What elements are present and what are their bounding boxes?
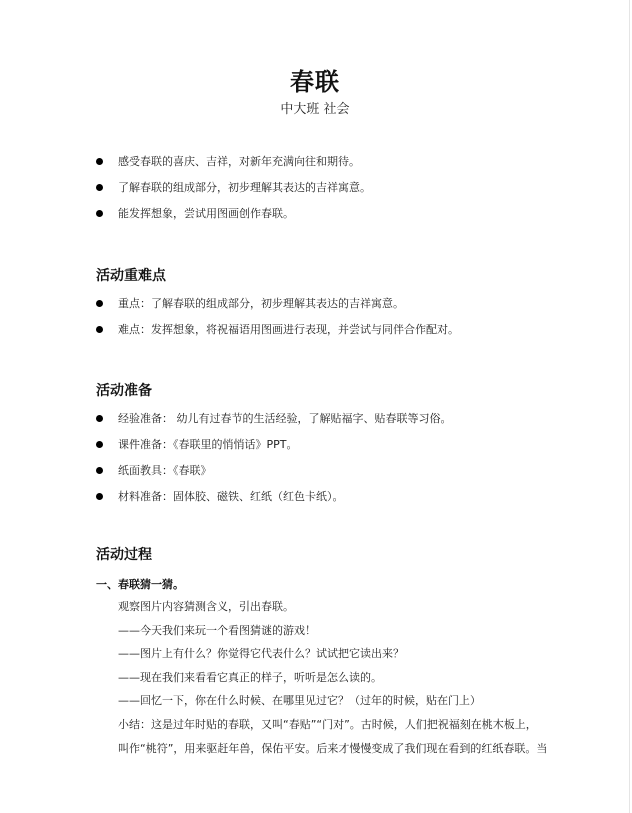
bullet-icon — [96, 326, 103, 333]
paragraph-line: ——今天我们来玩一个看图猜谜的游戏！ — [118, 623, 316, 637]
bullet-icon — [96, 210, 103, 217]
list-item: 经验准备： 幼儿有过春节的生活经验，了解贴福字、贴春联等习俗。 — [96, 411, 452, 437]
list-item: 难点：发挥想象，将祝福语用图画进行表现，并尝试与同伴合作配对。 — [96, 322, 459, 348]
list-item: 能发挥想象，尝试用图画创作春联。 — [96, 206, 371, 232]
bullet-icon — [96, 441, 103, 448]
section-heading-process: 活动过程 — [96, 547, 152, 563]
document-title: 春联 — [290, 68, 340, 96]
paragraph-line: ——图片上有什么？你觉得它代表什么？试试把它读出来？ — [118, 647, 404, 661]
section-heading-key-points: 活动重难点 — [96, 268, 166, 284]
goals-list — [96, 154, 371, 232]
list-item: 了解春联的组成部分，初步理解其表达的吉祥寓意。 — [96, 180, 371, 206]
paragraph-line: ——现在我们来看看它真正的样子，听听是怎么读的。 — [118, 670, 382, 684]
preparation-list — [96, 411, 452, 515]
process-paragraph — [118, 599, 547, 764]
bullet-icon — [96, 415, 103, 422]
key-points-list — [96, 296, 459, 348]
list-item: 课件准备：《春联里的悄悄话》PPT。 — [96, 437, 452, 463]
bullet-icon — [96, 467, 103, 474]
list-item: 感受春联的喜庆、吉祥，对新年充满向往和期待。 — [96, 154, 371, 180]
bullet-icon — [96, 184, 103, 191]
list-item: 重点：了解春联的组成部分，初步理解其表达的吉祥寓意。 — [96, 296, 459, 322]
section-heading-preparation: 活动准备 — [96, 383, 152, 399]
list-item: 材料准备：固体胶、磁铁、红纸（红色卡纸）。 — [96, 489, 452, 515]
paragraph-line: 小结：这是过年时贴的春联，又叫“春贴”“门对”。古时候，人们把祝福刻在桃木板上， — [118, 717, 537, 731]
bullet-icon — [96, 493, 103, 500]
step-title: 一、春联猜一猜。 — [96, 578, 184, 591]
bullet-icon — [96, 300, 103, 307]
document-subtitle: 中大班 社会 — [280, 102, 350, 117]
paragraph-line: 叫作“桃符”，用来驱赶年兽，保佑平安。后来才慢慢变成了我们现在看到的红纸春联。当 — [118, 741, 548, 755]
bullet-icon — [96, 158, 103, 165]
paragraph-line: 观察图片内容猜测含义，引出春联。 — [118, 600, 294, 613]
paragraph-line: ——回忆一下，你在什么时候、在哪里见过它？（过年的时候，贴在门上） — [118, 694, 481, 708]
list-item: 纸面教具：《春联》 — [96, 463, 452, 489]
